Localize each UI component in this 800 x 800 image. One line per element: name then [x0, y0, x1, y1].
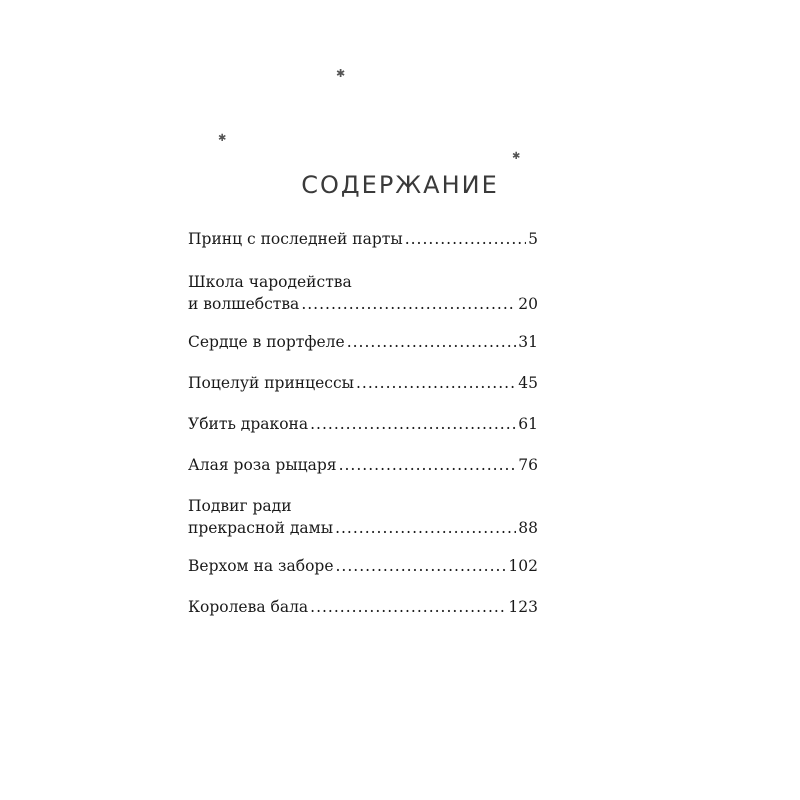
toc-entry-title: Подвиг ради — [188, 497, 292, 515]
toc-entry-page: 76 — [518, 456, 538, 474]
toc-entry-page: 20 — [518, 295, 538, 313]
star-icon: ✱ — [512, 151, 521, 162]
dot-leader — [347, 331, 517, 353]
page-title: СОДЕРЖАНИЕ — [301, 171, 499, 200]
dot-leader — [301, 293, 516, 315]
toc-entry[interactable] — [188, 372, 538, 394]
toc-entry-title: Школа чародейства — [188, 273, 352, 291]
star-icon: ✱ — [336, 67, 346, 80]
toc-entry-title: Верхом на заборе — [188, 557, 334, 575]
toc-entry-title: Принц с последней парты — [188, 230, 403, 248]
dot-leader — [336, 555, 507, 577]
dot-leader — [310, 413, 516, 435]
toc-entry-page: 31 — [518, 333, 538, 351]
toc-entry-title: Королева бала — [188, 598, 309, 616]
dot-leader — [310, 596, 506, 618]
toc-entry-page: 102 — [508, 557, 538, 575]
toc-entry[interactable] — [188, 331, 538, 353]
toc-entry-title-continued: и волшебства — [188, 295, 300, 313]
toc-entry[interactable] — [188, 271, 538, 315]
toc-entry-page: 61 — [518, 415, 538, 433]
toc-entry-title: Убить дракона — [188, 415, 309, 433]
toc-entry-page: 5 — [528, 230, 538, 248]
toc-entry-page: 45 — [518, 374, 538, 392]
toc-entry[interactable] — [188, 228, 538, 250]
dot-leader — [335, 517, 516, 539]
toc-entry[interactable] — [188, 596, 538, 618]
toc-entry-title-continued: прекрасной дамы — [188, 519, 334, 537]
toc-entry[interactable] — [188, 413, 538, 435]
toc-entry[interactable] — [188, 454, 538, 476]
dot-leader — [339, 454, 517, 476]
toc-entry-title: Алая роза рыцаря — [188, 456, 337, 474]
toc-entry[interactable] — [188, 555, 538, 577]
dot-leader — [405, 228, 526, 250]
toc-entry-title: Поцелуй принцессы — [188, 374, 354, 392]
toc-entry-page: 123 — [508, 598, 538, 616]
toc-entry[interactable] — [188, 495, 538, 539]
toc-entry-title: Сердце в портфеле — [188, 333, 345, 351]
dot-leader — [356, 372, 516, 394]
toc-entry-page: 88 — [518, 519, 538, 537]
star-icon: ✱ — [218, 133, 227, 144]
